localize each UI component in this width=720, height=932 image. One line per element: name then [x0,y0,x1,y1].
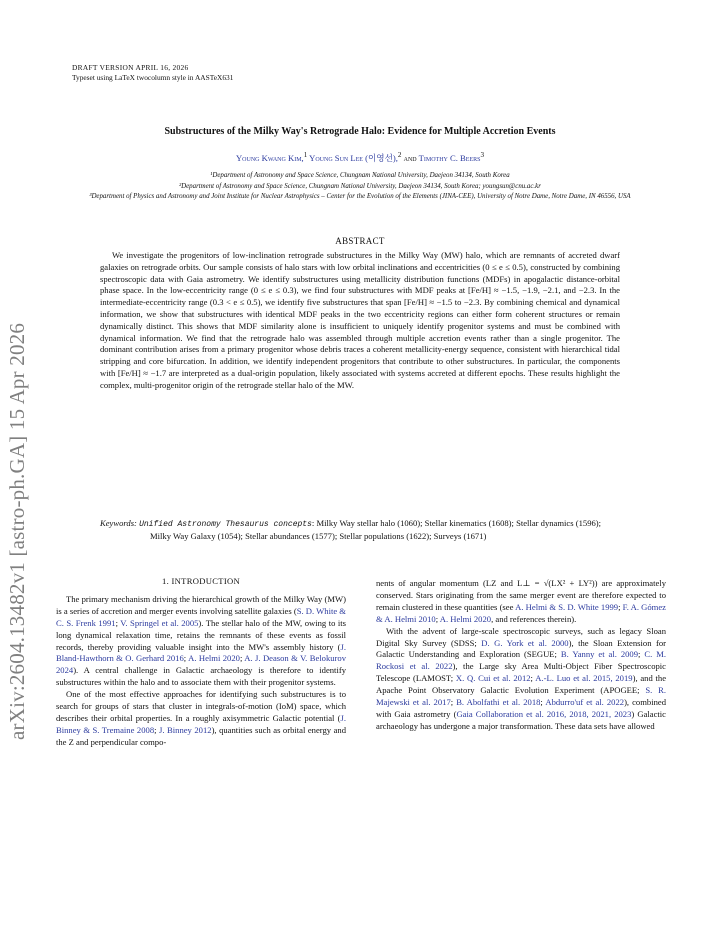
affiliation-2: ²Department of Astronomy and Space Science, Chungnam National University, Daejeon 34134, South Korea; youngsun@cnu.ac.kr [179,182,541,190]
citation-link[interactable]: Abdurro'uf et al. 2022 [545,697,625,708]
paper-title: Substructures of the Milky Way's Retrograde Halo: Evidence for Multiple Accretion Events [164,126,556,137]
text-run: ; [239,653,245,664]
citation-link[interactable]: A.-L. Luo et al. 2015, 2019 [535,673,633,684]
text-run: ). A central challenge in Galactic archaeology is therefore to identify substructures within the halo and to associate them with their progenitor systems. [56,665,346,688]
text-run: ), the Sloan Extension for Galactic Understanding and Exploration (SEGUE; [376,637,666,660]
citation-link[interactable]: J. Binney & S. Tremaine 2008 [56,712,346,735]
citation-link[interactable]: J. Binney 2012 [159,724,212,735]
citation-link[interactable]: Gaia Collaboration et al. 2016, 2018, 2021, 2023 [456,708,632,719]
affiliation-3: ³Department of Physics and Astronomy and Joint Institute for Nuclear Astrophysics – Center for the Evolution of the Elements (JINA-CEE), University of Notre Dame, Notre Dame, IN 46556, USA [89,193,631,200]
citation-link[interactable]: S. D. White & C. S. Frenk 1991 [56,605,346,628]
text-run: , and references therein). [491,613,577,624]
author-3-affil: 3 [480,151,485,159]
text-run: ), and the Apache Point Observatory Galactic Evolution Experiment (APOGEE; [376,673,667,696]
text-run: ) Galactic archaeology has undergone a major transformation. These data sets have allowed [376,708,666,731]
text-run: ; [638,649,645,660]
arxiv-stamp[interactable]: arXiv:2604.13482v1 [astro-ph.GA] 15 Apr 2026 [5,322,29,740]
affiliations [55,171,665,203]
citation-link[interactable]: D. G. York et al. 2000 [481,637,569,648]
text-run: Z and L⊥ = √(L [491,578,557,588]
text-run: ; [115,617,121,628]
text-run: ; [435,613,440,624]
author-2-affil: 2 [397,151,402,159]
text-run: ), quantities such as orbital energy and the Z and perpendicular compo- [56,724,347,747]
draft-version-line: DRAFT VERSION APRIL 16, 2026 [72,63,189,72]
citation-link[interactable]: A. Helmi 2020 [439,613,492,624]
text-run: ; [450,697,457,708]
text-run: ; [618,601,623,612]
citation-link[interactable]: S. R. Majewski et al. 2017 [376,685,666,708]
text-run: ), the Large sky Area Multi-Object Fiber Spectroscopic Telescope (LAMOST; [376,661,667,684]
text-run: ; [530,673,536,684]
header-note [72,63,233,83]
text-run: ; [154,724,160,735]
citation-link[interactable]: B. Abolfathi et al. 2018 [456,697,541,708]
text-run: ), combined with Gaia astrometry ( [376,697,666,719]
citation-link[interactable]: X. Q. Cui et al. 2012 [455,673,531,684]
text-run: The primary mechanism driving the hierarchical growth of the Milky Way (MW) is a series of accretion and merger events involving satellite galaxies ( [56,593,346,616]
text-run: One of the most effective approaches for identifying such substructures is to search for groups of stars that cluster in integrals-of-motion (IoM) space, which describes their orbital properties. In a roughly axisymmetric Galactic potential ( [56,689,346,723]
citation-link[interactable]: V. Springel et al. 2005 [120,617,199,628]
text-run: nents of angular momentum (L [376,578,492,588]
author-3[interactable]: Timothy C. Beers [418,152,481,163]
author-2[interactable]: Young Sun Lee (이영선), [309,152,398,163]
author-1-affil: 1 [303,151,308,159]
author-1[interactable]: Young Kwang Kim, [235,152,304,163]
abstract-body: We investigate the progenitors of low-inclination retrograde substructures in the Milky Way (MW) halo, which are remnants of accreted dwarf galaxies on retrograde orbits. Our sample consists of halo stars with low orbital inclinations and eccentricities (0 ≤ e ≤ 0.5), constructed by combining spectroscopic data with Gaia astrometry. We identify substructures using metallicity distribution functions (MDFs) in apogalactic distance-orbital phase space. In the low-eccentricity range (0 ≤ e ≤ 0.3), we find four substructures with MDF peaks at [Fe/H] ≈ −1.5, −1.9, −2.1, and −2.3. In the intermediate-eccentricity range (0.3 < e ≤ 0.5), we identify five substructures that span [Fe/H] ≈ −1.5 to −2.3. By combining chemical and dynamical information, we show that substructures with identical MDF peaks in the two eccentricity regions can either form coherent structures or remain dynamically distinct. This shows that MDF similarity alone is insufficient to uniquely identify progenitor systems and must be combined with dynamical information. We find that the retrograde halo was assembled through multiple accretion events rather than a single progenitor. The dominant contribution arises from a primary progenitor whose debris traces a coherent metallicity-energy sequence, consistent with hierarchical tidal stripping and core bifurcation. In addition, we identify independent progenitors that contribute to other substructures. In particular, the components with [Fe/H] ≈ −1.7 are interpreted as a dual-origin population, likely associated with systems accreted at different epochs. These results highlight the complex, multi-progenitor origin of the retrograde stellar halo of the MW. [100,250,620,390]
intro-paragraph-1 [56,594,346,689]
keywords-label: Keywords: [100,518,137,528]
intro-paragraph-3 [376,626,666,733]
intro-paragraph-2 [56,689,346,749]
affiliation-1: ¹Department of Astronomy and Space Science, Chungnam National University, Daejeon 34134, South Korea [210,172,510,179]
citation-link[interactable]: A. Helmi 2020 [188,653,240,664]
typeset-line: Typeset using LaTeX twocolumn style in AASTeX631 [72,73,234,82]
citation-link[interactable]: A. Helmi & S. D. White 1999 [515,601,619,612]
intro-paragraph-2-cont [376,578,666,626]
citation-link[interactable]: F. A. Gómez & A. Helmi 2010 [376,601,666,624]
section-heading-introduction: 1. INTRODUCTION [161,576,241,586]
text-run: ; [540,697,546,708]
text-run: X² + L [556,578,583,588]
right-column [376,578,666,733]
author-conjunction: and [401,152,419,163]
left-column [56,576,346,749]
citation-link[interactable]: A. J. Deason & V. Belokurov 2024 [56,653,347,676]
citation-link[interactable]: C. M. Rockosi et al. 2022 [376,649,666,672]
text-run: ). The stellar halo of the MW, owing to its long dynamical relaxation time, retains the remnants of these events as fossil records, thereby providing valuable insight into the MW's assembly history ( [56,617,347,652]
author-list [100,151,620,164]
text-run: With the advent of large-scale spectroscopic surveys, such as legacy Sloan Digital Sky Survey (SDSS; [376,625,666,648]
abstract-heading: ABSTRACT [335,236,385,246]
keywords [100,518,620,543]
citation-link[interactable]: B. Yanny et al. 2009 [560,649,639,660]
uat-label: Unified Astronomy Thesaurus concepts [139,520,312,529]
citation-link[interactable]: J. Bland-Hawthorn & O. Gerhard 2016 [56,641,346,664]
keywords-list: : Milky Way stellar halo (1060); Stellar kinematics (1608); Stellar dynamics (1596); Milky Way Galaxy (1054); Stellar abundances (1577); Stellar populations (1622); Surveys (1671) [150,518,602,541]
text-run: Y²)) are approximately conserved. Stars originating from the same merger event are therefore expected to remain clustered in these quantities (see [376,578,666,612]
text-run: ; [183,653,189,664]
